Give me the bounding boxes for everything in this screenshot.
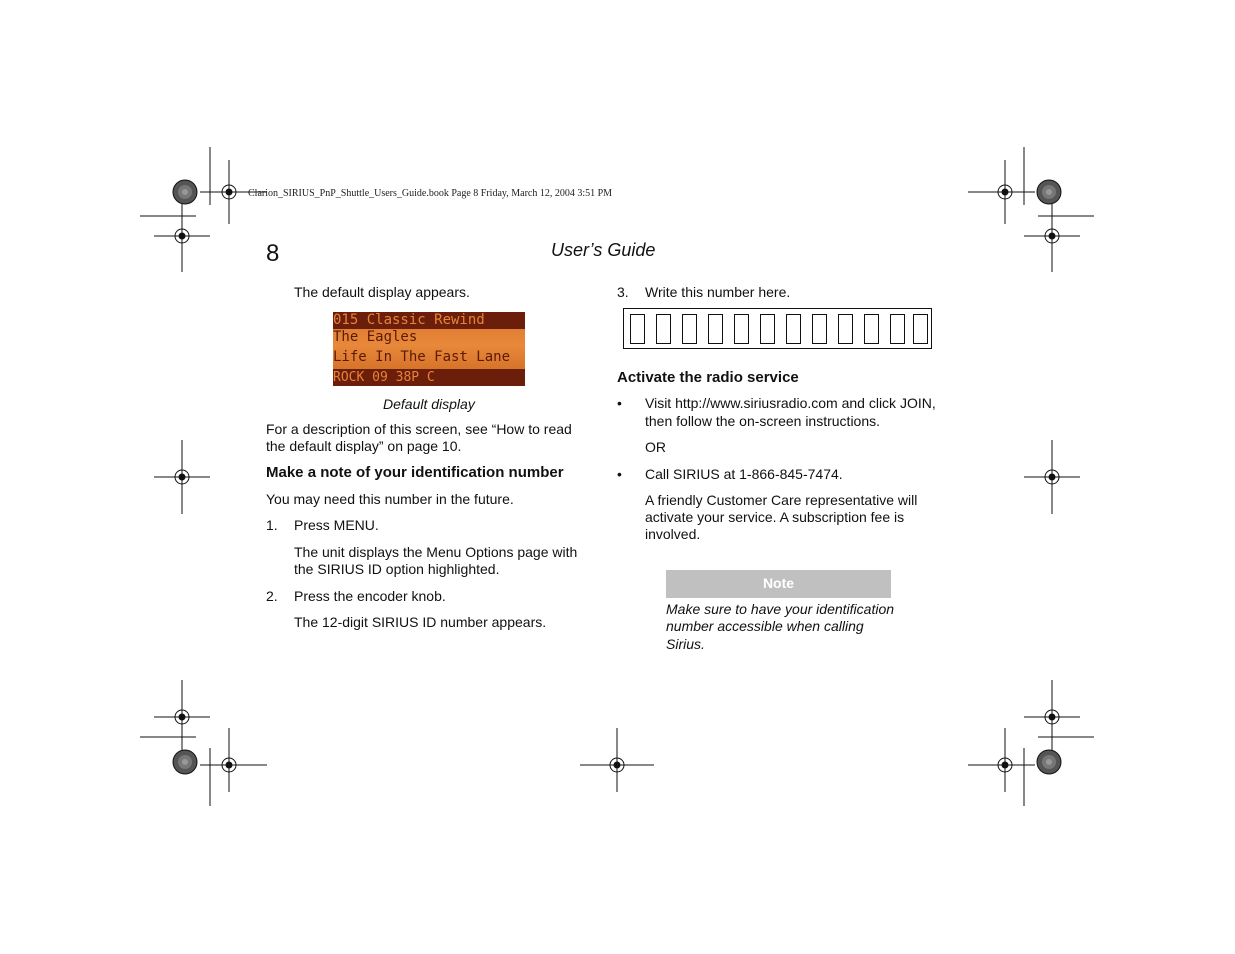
bullet-1-line-2: then follow the on-screen instructions. bbox=[645, 413, 881, 429]
or-separator: OR bbox=[645, 439, 666, 455]
id-digit-box bbox=[812, 314, 827, 344]
page-number: 8 bbox=[266, 240, 280, 267]
step-1-number: 1. bbox=[266, 517, 278, 533]
id-digit-box bbox=[838, 314, 853, 344]
figure-caption: Default display bbox=[383, 396, 475, 412]
note-title-bar: Note bbox=[666, 570, 891, 598]
id-digit-box bbox=[630, 314, 645, 344]
running-head: User’s Guide bbox=[551, 240, 656, 260]
step-2-detail: The 12-digit SIRIUS ID number appears. bbox=[294, 614, 547, 630]
lcd-row-channel: 015 Classic Rewind bbox=[333, 312, 525, 329]
note-line-1: Make sure to have your identification bbox=[666, 601, 895, 617]
section-heading-activate: Activate the radio service bbox=[617, 369, 799, 386]
id-digit-box bbox=[786, 314, 801, 344]
lcd-row-status: ROCK 09 38P C bbox=[333, 369, 525, 386]
future-note: You may need this number in the future. bbox=[266, 491, 514, 507]
step-1-detail-line-2: the SIRIUS ID option highlighted. bbox=[294, 561, 500, 577]
id-digit-box bbox=[656, 314, 671, 344]
id-digit-box bbox=[890, 314, 905, 344]
description-line-1: For a description of this screen, see “How to read bbox=[266, 421, 572, 437]
care-detail-line-1: A friendly Customer Care representative will bbox=[645, 492, 918, 508]
bullet-icon: • bbox=[617, 466, 622, 482]
id-digit-box bbox=[864, 314, 879, 344]
step-1-detail-line-1: The unit displays the Menu Options page with bbox=[294, 544, 578, 560]
id-number-write-in-box bbox=[623, 308, 932, 349]
id-digit-box bbox=[913, 314, 928, 344]
step-1-text: Press MENU. bbox=[294, 517, 379, 533]
step-3-number: 3. bbox=[617, 284, 629, 300]
bullet-2-text: Call SIRIUS at 1-866-845-7474. bbox=[645, 466, 843, 482]
care-detail-line-3: involved. bbox=[645, 526, 701, 542]
step-3-text: Write this number here. bbox=[645, 284, 791, 300]
section-heading-id: Make a note of your identification number bbox=[266, 464, 564, 481]
note-line-2: number accessible when calling bbox=[666, 618, 864, 634]
care-detail-line-2: activate your service. A subscription fee is bbox=[645, 509, 905, 525]
step-2-text: Press the encoder knob. bbox=[294, 588, 446, 604]
id-digit-box bbox=[708, 314, 723, 344]
step-2-number: 2. bbox=[266, 588, 278, 604]
bullet-1-line-1: Visit http://www.siriusradio.com and click JOIN, bbox=[645, 395, 936, 411]
id-digit-box bbox=[760, 314, 775, 344]
note-line-3: Sirius. bbox=[666, 636, 705, 652]
id-digit-box bbox=[682, 314, 697, 344]
default-display-image bbox=[333, 312, 525, 386]
intro-text: The default display appears. bbox=[294, 284, 470, 300]
lcd-row-artist: The Eagles bbox=[333, 329, 418, 345]
file-info-line: Clarion_SIRIUS_PnP_Shuttle_Users_Guide.book Page 8 Friday, March 12, 2004 3:51 PM bbox=[248, 188, 613, 199]
lcd-row-song: Life In The Fast Lane bbox=[333, 349, 511, 365]
bullet-icon: • bbox=[617, 395, 622, 411]
id-digit-box bbox=[734, 314, 749, 344]
description-line-2: the default display” on page 10. bbox=[266, 438, 462, 454]
